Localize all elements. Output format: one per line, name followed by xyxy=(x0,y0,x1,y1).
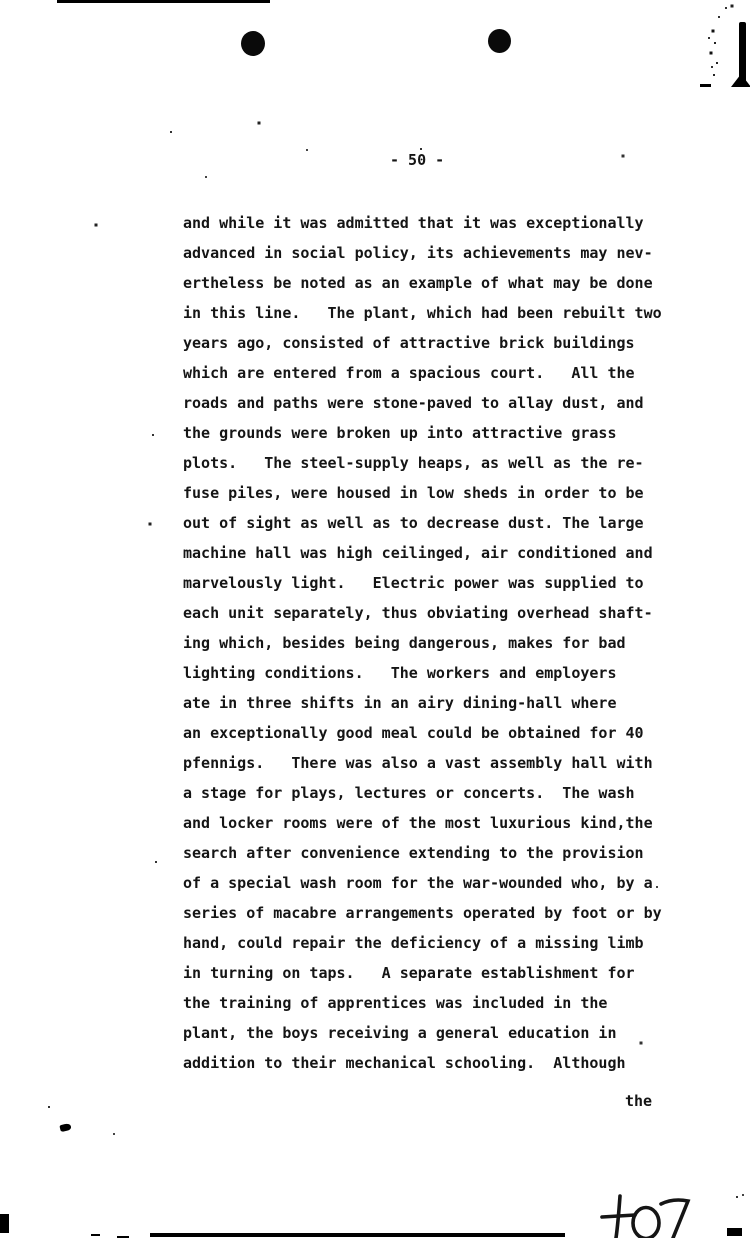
text-line: a stage for plays, lectures or concerts. The wash xyxy=(183,784,635,802)
text-line: and while it was admitted that it was exceptionally xyxy=(183,214,644,232)
text-line: ing which, besides being dangerous, makes for bad xyxy=(183,634,626,652)
text-line: roads and paths were stone-paved to allay dust, and xyxy=(183,394,644,412)
text-line: plant, the boys receiving a general education in xyxy=(183,1024,617,1042)
text-line: an exceptionally good meal could be obtained for 40 xyxy=(183,724,644,742)
scan-dash-artifact xyxy=(91,1234,100,1236)
text-line: and locker rooms were of the most luxurious kind,the xyxy=(183,814,653,832)
scan-corner-artifact xyxy=(727,1228,742,1236)
text-line: ertheless be noted as an example of what may be done xyxy=(183,274,653,292)
text-line: addition to their mechanical schooling. Although xyxy=(183,1054,626,1072)
digit-7-stroke xyxy=(661,1200,688,1238)
page-number: - 50 - xyxy=(390,151,445,169)
ink-blot-artifact xyxy=(59,1123,71,1132)
text-line: marvelously light. Electric power was supplied to xyxy=(183,574,644,592)
text-line: search after convenience extending to the provision xyxy=(183,844,644,862)
text-line: plots. The steel-supply heaps, as well as the re- xyxy=(183,454,644,472)
smudge-specks xyxy=(700,4,702,6)
text-line: in turning on taps. A separate establishment for xyxy=(183,964,635,982)
text-line: series of macabre arrangements operated by foot or by xyxy=(183,904,662,922)
text-line: advanced in social policy, its achievements may nev- xyxy=(183,244,653,262)
smudge-dash xyxy=(700,84,711,87)
handwritten-page-number xyxy=(595,1190,705,1238)
text-line: the training of apprentices was included in the xyxy=(183,994,608,1012)
scan-corner-artifact xyxy=(0,1214,9,1233)
scan-edge-artifact xyxy=(57,0,270,3)
text-line: ate in three shifts in an airy dining-hall where xyxy=(183,694,617,712)
text-line: lighting conditions. The workers and employers xyxy=(183,664,617,682)
scan-speckle-noise xyxy=(0,0,2,2)
text-line: machine hall was high ceilinged, air conditioned and xyxy=(183,544,653,562)
text-line: pfennigs. There was also a vast assembly hall with xyxy=(183,754,653,772)
text-line: of a special wash room for the war-wounded who, by a xyxy=(183,874,653,892)
text-line: in this line. The plant, which had been rebuilt two xyxy=(183,304,662,322)
text-line: the grounds were broken up into attractive grass xyxy=(183,424,617,442)
digit-0-stroke xyxy=(633,1208,659,1238)
text-line: hand, could repair the deficiency of a missing limb xyxy=(183,934,644,952)
punch-hole-icon xyxy=(488,29,511,53)
text-line: fuse piles, were housed in low sheds in order to be xyxy=(183,484,644,502)
smudge-base xyxy=(731,74,750,87)
body-text xyxy=(183,208,662,1078)
scan-smudge-artifact xyxy=(700,4,750,96)
text-line: which are entered from a spacious court. All the xyxy=(183,364,635,382)
catchword: the xyxy=(625,1092,653,1110)
punch-hole-icon xyxy=(241,31,265,56)
scan-bottom-line-artifact xyxy=(150,1233,565,1237)
text-line: years ago, consisted of attractive brick buildings xyxy=(183,334,635,352)
digit-4-crossbar xyxy=(602,1215,635,1217)
text-line: out of sight as well as to decrease dust. The large xyxy=(183,514,644,532)
text-line: each unit separately, thus obviating overhead shaft- xyxy=(183,604,653,622)
